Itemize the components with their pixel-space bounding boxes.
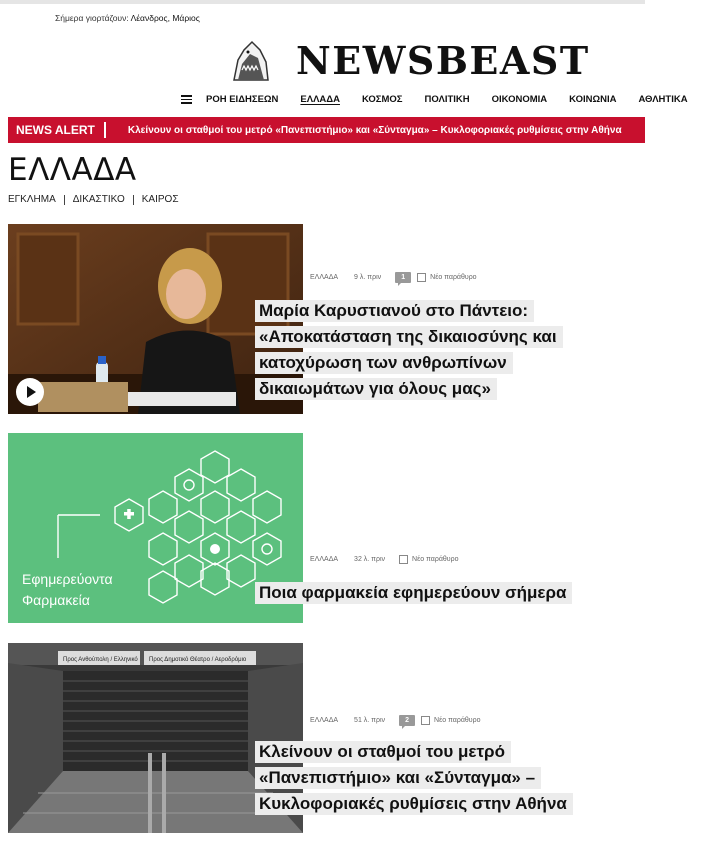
subnav-item-egklima[interactable]: ΕΓΚΛΗΜΑ — [8, 194, 56, 205]
main-nav — [181, 94, 710, 105]
article-meta — [310, 715, 480, 726]
article-headline-text: Μαρία Καρυστιανού στο Πάντειο: «Αποκατάσταση της δικαιοσύνης και κατοχύρωση των ανθρωπίνων δικαιωμάτων για όλους μας» — [255, 300, 563, 400]
site-logo[interactable] — [230, 38, 590, 83]
news-alert-bar — [8, 117, 645, 143]
section-subnav — [8, 194, 179, 205]
comment-count-badge[interactable]: 1 — [395, 272, 411, 283]
nav-item-oikonomia[interactable]: ΟΙΚΟΝΟΜΙΑ — [491, 94, 548, 105]
article-meta — [310, 272, 477, 283]
open-new-window-link[interactable] — [417, 273, 476, 282]
image-caption-line2: Φαρμακεία — [22, 592, 90, 608]
comment-count-badge[interactable]: 2 — [399, 715, 415, 726]
menu-icon[interactable] — [181, 95, 192, 104]
metro-sign-left: Προς Ανθούπολη / Ελληνικό — [63, 657, 138, 663]
article-category[interactable]: ΕΛΛΑΔΑ — [310, 556, 339, 563]
nav-item-ellada[interactable]: ΕΛΛΑΔΑ — [300, 94, 340, 105]
nav-item-koinonia[interactable]: ΚΟΙΝΩΝΙΑ — [569, 94, 617, 105]
open-new-window-label: Νέο παράθυρο — [434, 717, 481, 724]
article-headline-text: Ποια φαρμακεία εφημερεύουν σήμερα — [255, 582, 572, 604]
article-time: 9 λ. πριν — [354, 274, 382, 281]
nameday-prefix: Σήμερα γιορτάζουν: — [55, 13, 129, 23]
open-new-window-link[interactable] — [421, 716, 480, 725]
subnav-item-dikastiko[interactable]: ΔΙΚΑΣΤΙΚΟ — [72, 194, 125, 205]
external-link-icon — [421, 716, 430, 725]
article-time: 32 λ. πριν — [354, 556, 386, 563]
article-time: 51 λ. πριν — [354, 717, 386, 724]
nav-item-roh[interactable]: ΡΟΗ ΕΙΔΗΣΕΩΝ — [206, 94, 279, 105]
article-category[interactable]: ΕΛΛΑΔΑ — [310, 274, 339, 281]
news-alert-label: NEWS ALERT — [16, 123, 95, 137]
external-link-icon — [399, 555, 408, 564]
article-headline[interactable] — [255, 739, 590, 817]
external-link-icon — [417, 273, 426, 282]
subnav-item-kairos[interactable]: ΚΑΙΡΟΣ — [141, 194, 179, 205]
open-new-window-label: Νέο παράθυρο — [412, 556, 459, 563]
open-new-window-link[interactable] — [399, 555, 458, 564]
nameday-names: Λέανδρος, Μάριος — [130, 13, 200, 23]
article-headline-text: Κλείνουν οι σταθμοί του μετρό «Πανεπιστήμιο» και «Σύνταγμα» – Κυκλοφοριακές ρυθμίσεις στην Αθήνα — [255, 741, 573, 815]
subnav-divider — [64, 195, 65, 205]
metro-sign-right: Προς Δημοτικό Θέατρο / Αεροδρόμιο — [149, 657, 247, 663]
article-headline[interactable] — [255, 298, 590, 402]
nav-item-athlitika[interactable]: ΑΘΛΗΤΙΚΑ — [638, 94, 688, 105]
nav-item-politiki[interactable]: ΠΟΛΙΤΙΚΗ — [424, 94, 470, 105]
news-alert-divider — [104, 122, 106, 138]
shark-icon — [230, 40, 270, 82]
article-meta — [310, 555, 458, 564]
subnav-divider — [133, 195, 134, 205]
page-title: ΕΛΛΑΔΑ — [8, 152, 137, 188]
image-caption-line1: Εφημερεύοντα — [22, 571, 113, 587]
nameday-text — [55, 13, 200, 23]
article-headline[interactable] — [255, 580, 590, 606]
logo-text: NEWSBEAST — [296, 38, 590, 83]
news-alert-text[interactable]: Κλείνουν οι σταθμοί του μετρό «Πανεπιστήμιο» και «Σύνταγμα» – Κυκλοφοριακές ρυθμίσεις στην Αθήνα — [127, 124, 622, 136]
article-category[interactable]: ΕΛΛΑΔΑ — [310, 717, 339, 724]
play-video-icon[interactable] — [16, 378, 44, 406]
top-border — [0, 0, 645, 4]
open-new-window-label: Νέο παράθυρο — [430, 274, 477, 281]
nav-item-kosmos[interactable]: ΚΟΣΜΟΣ — [361, 94, 403, 105]
